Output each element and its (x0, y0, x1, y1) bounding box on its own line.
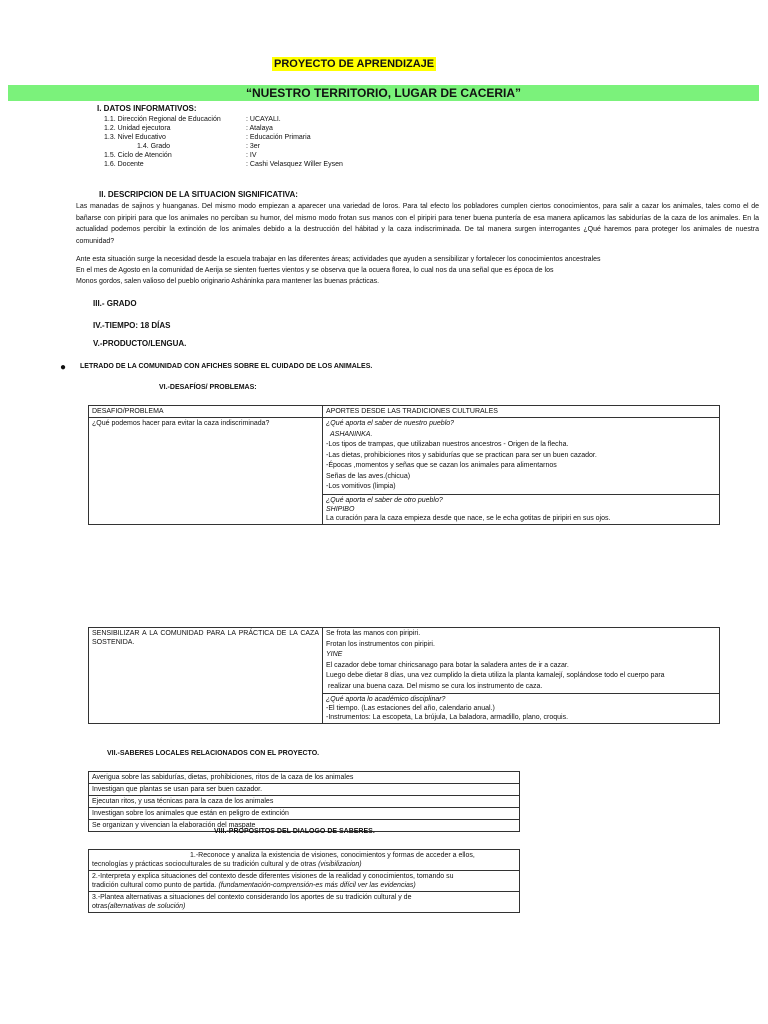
section-2-heading: II. DESCRIPCION DE LA SITUACION SIGNIFICATIVA: (99, 190, 298, 199)
situation-paragraph-2 (76, 254, 759, 287)
section-4-heading: IV.-TIEMPO: 18 DÍAS (93, 321, 171, 330)
info-row-grade (104, 142, 404, 151)
contribution-other-people (323, 494, 720, 524)
purpose-tag: (fundamentación-comprensión-es más difícil ver las evidencias) (218, 882, 416, 889)
contribution-line: -Épocas ,momentos y señas que se cazan los animales para alimentarnos (326, 462, 557, 469)
knowledge-item: Averigua sobre las sabidurías, dietas, prohibiciones, ritos de la caza de los animales (89, 772, 520, 784)
purpose-line: 3.-Plantea alternativas a situaciones del contexto considerando los aportes de su tradición cultural y de (92, 894, 412, 901)
purpose-text: otras (92, 903, 108, 910)
info-label: 1.5. Ciclo de Atención (104, 152, 172, 159)
sensitization-table (88, 627, 720, 724)
people-name: ASHANINKA. (330, 430, 373, 438)
project-name-banner: “NUESTRO TERRITORIO, LUGAR DE CACERIA” (8, 85, 759, 101)
info-value: : UCAYALI. (246, 116, 281, 123)
challenge-question: ¿Qué podemos hacer para evitar la caza indiscriminada? (89, 418, 323, 525)
info-value: : Educación Primaria (246, 134, 311, 141)
table-row (89, 784, 520, 796)
purpose-text: tecnologías y prácticas socioculturales de su tradición cultural y de otras (92, 861, 319, 868)
sensitization-goal: SENSIBILIZAR A LA COMUNIDAD PARA LA PRÁCTICA DE LA CAZA SOSTENIDA. (89, 628, 323, 724)
section-8-heading: VIII.-PROPOSITOS DEL DIALOGO DE SABERES. (214, 828, 375, 835)
table-row (89, 628, 720, 694)
purpose-line (92, 860, 516, 869)
section-6-heading: VI.-DESAFÍOS/ PROBLEMAS: (159, 384, 257, 391)
knowledge-item: Investigan sobre los animales que están en peligro de extinción (89, 808, 520, 820)
academic-contribution (323, 694, 720, 724)
info-row-level (104, 133, 404, 142)
table-row (89, 871, 520, 892)
header-challenge: DESAFIO/PROBLEMA (89, 406, 323, 418)
document-title: PROYECTO DE APRENDIZAJE (274, 58, 435, 70)
academic-line: -Instrumentos: La escopeta, La brújula, La baladora, armadillo, plano, croquis. (326, 714, 569, 721)
question-own: ¿Qué aporta el saber de nuestro pueblo? (326, 420, 455, 427)
purposes-table (88, 849, 520, 913)
situation-paragraph: Las manadas de sajinos y huanganas. Del mismo modo empiezan a aparecer una variedad de loros. Para tal efecto los pobladores cumplen ciertos conocimientos, para salir a cazar los animales, tales como el de bañarse con piripiri para que los animales no perciban su humor, del mismo modo frotan sus manos con el piripiri para tener buena puntería de esa manera aplicamos las sabidurías de la caza de los animales. En la actualidad podemos percibir la extinción de los animales debido a la destrucción del hábitad y la caza indiscriminada. De tal manera surgen interrogantes ¿Qué haremos para proteger los animales de nuestra comunidad? (76, 203, 759, 245)
table-row (89, 808, 520, 820)
sensitization-practices (323, 628, 720, 694)
purpose-text: tradición cultural como punto de partida. (92, 882, 219, 889)
challenges-table (88, 405, 720, 525)
table-header-row (89, 406, 720, 418)
info-label: 1.6. Docente (104, 161, 144, 168)
practice-line: Se frota las manos con piripiri. (326, 630, 421, 637)
purpose-tag: (alternativas de solución) (107, 903, 186, 910)
contribution-line: La curación para la caza empieza desde que nace, se le echa gotitas de piripiri en sus ojos. (326, 514, 611, 522)
contribution-line: -Los vomitivos (limpia) (326, 483, 396, 490)
contribution-line: -Los tipos de trampas, que utilizaban nuestros ancestros - Origen de la flecha. (326, 441, 569, 448)
info-label: 1.2. Unidad ejecutora (104, 125, 171, 132)
question-academic: ¿Qué aporta lo académico disciplinar? (326, 696, 446, 703)
section-7-heading: VII.-SABERES LOCALES RELACIONADOS CON EL PROYECTO. (107, 750, 320, 757)
info-label: 1.1. Dirección Regional de Educación (104, 116, 221, 123)
info-row-teacher (104, 160, 404, 169)
knowledge-item: Investigan que plantas se usan para ser buen cazador. (89, 784, 520, 796)
info-label: 1.4. Grado (137, 143, 171, 150)
purpose-line: 2.-Interpreta y explica situaciones del contexto desde diferentes visiones de la realidad y conocimientos, tomando su (92, 873, 454, 880)
section-1-heading: I. DATOS INFORMATIVOS: (97, 104, 197, 113)
table-row (89, 418, 720, 495)
practice-line: Luego debe dietar 8 días, una vez cumplido la dieta utiliza la planta kamalejí, soplándose todo el cuerpo para (326, 672, 665, 679)
contribution-line: -Las dietas, prohibiciones ritos y sabidurías que se practican para ser un buen cazador. (326, 451, 597, 459)
paragraph-line: Ante esta situación surge la necesidad desde la escuela trabajar en las diferentes áreas; actividades que ayuden a sensibilizar y fortalecer los conocimientos ancestrales (76, 256, 601, 263)
local-knowledge-table (88, 771, 520, 832)
purpose-line (92, 902, 516, 911)
purpose-1 (89, 850, 520, 871)
section-3-heading: III.- GRADO (93, 299, 137, 308)
people-name: YINE (326, 651, 343, 658)
practice-line: El cazador debe tomar chiricsanago para botar la saladera antes de ir a cazar. (326, 661, 569, 669)
paragraph-line: Monos gordos, salen valioso del pueblo originario Asháninka para mantener las buenas prácticas. (76, 278, 380, 285)
practice-line: realizar una buena caza. Del mismo se cura los instrumento de caza. (328, 682, 543, 690)
info-label: 1.3. Nivel Educativo (104, 134, 166, 141)
purpose-2 (89, 871, 520, 892)
table-row (89, 772, 520, 784)
knowledge-item: Se organizan y vivencian la elaboración del maspate (89, 820, 520, 832)
academic-line: -El tiempo. (Las estaciones del año, calendario anual.) (326, 705, 495, 712)
contribution-line: Señas de las aves.(chicua) (326, 472, 411, 480)
table-row (89, 796, 520, 808)
paragraph-line: En el mes de Agosto en la comunidad de Aerija se sienten fuertes vientos y se observa que la ocuera florea, lo cual nos da una señal que es época de los (76, 267, 554, 274)
purpose-line (92, 881, 516, 890)
contribution-own-people (323, 418, 720, 495)
info-list (104, 115, 404, 169)
purpose-tag: (visibilizacion) (318, 861, 362, 868)
product-bullet: LETRADO DE LA COMUNIDAD CON AFICHES SOBRE EL CUIDADO DE LOS ANIMALES. (80, 363, 373, 370)
section-5-heading: V.-PRODUCTO/LENGUA. (93, 339, 187, 348)
people-name: SHIPIBO (326, 505, 355, 513)
table-row (89, 892, 520, 913)
info-row-unit (104, 124, 404, 133)
table-row (89, 850, 520, 871)
bullet-icon: ● (60, 362, 67, 373)
knowledge-item: Ejecutan ritos, y usa técnicas para la caza de los animales (89, 796, 520, 808)
info-value: : Cashi Velasquez Willer Eysen (246, 161, 343, 168)
purpose-line: 1.-Reconoce y analiza la existencia de visiones, conocimientos y formas de acceder a ellos, (190, 852, 475, 859)
question-other: ¿Qué aporta el saber de otro pueblo? (326, 496, 443, 504)
purpose-3 (89, 892, 520, 913)
info-value: : IV (246, 152, 257, 159)
info-value: : 3er (246, 143, 261, 150)
info-row-region (104, 115, 404, 124)
practice-line: Frotan los instrumentos con piripiri. (326, 640, 435, 648)
info-row-cycle (104, 151, 404, 160)
info-value: : Atalaya (246, 125, 273, 132)
header-contributions: APORTES DESDE LAS TRADICIONES CULTURALES (323, 406, 720, 418)
